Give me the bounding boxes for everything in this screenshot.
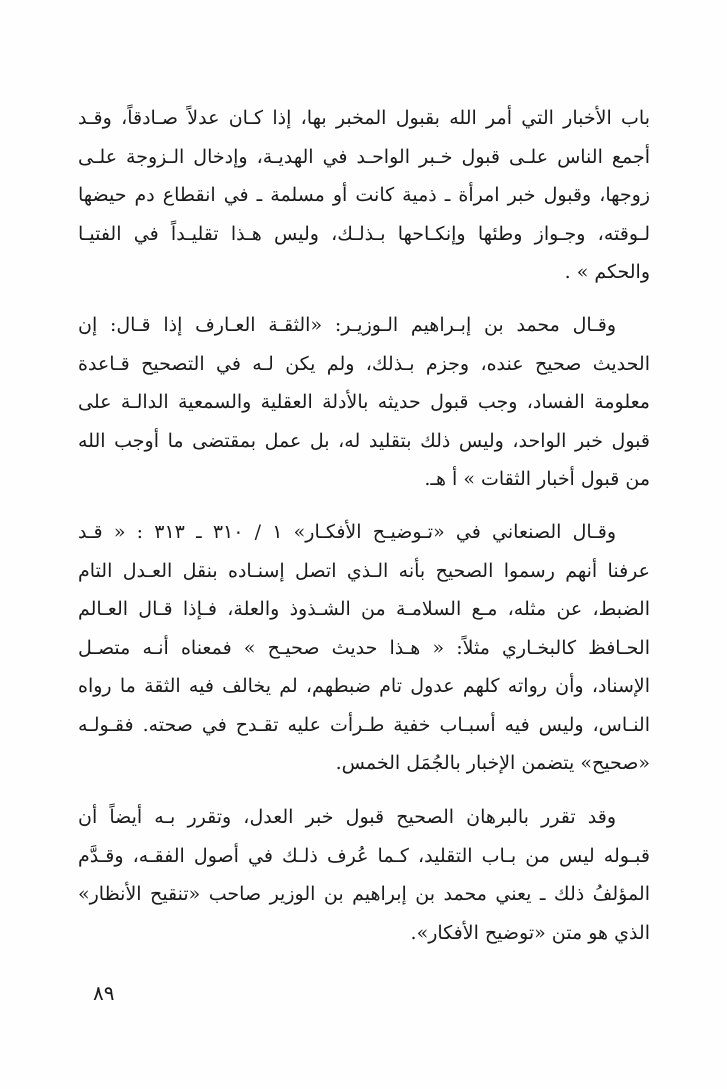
- text-line: زوجها، وقبول خبر امرأة ـ ذمية كانت أو مسلمة ـ في انقطاع دم حيضها: [78, 184, 650, 206]
- text-line: من قبول أخبار الثقات » أ هـ.: [424, 468, 650, 490]
- paragraph-1: [78, 99, 650, 292]
- paragraph-3: [78, 513, 650, 783]
- text-line: عرفنا أنهم رسموا الصحيح بأنه الـذي اتصل إسنـاده بنقل العـدل التام: [78, 559, 650, 582]
- text-line: الإسناد، وأن رواته كلهم عدول تام ضبطهم، لم يخالف فيه الثقة ما رواه: [78, 675, 650, 697]
- text-line: النـاس، وليس فيه أسبـاب خفية طـرأت عليه تقـدح في صحته. فقـولـه: [78, 713, 650, 736]
- page-number: ٨٩: [93, 981, 115, 1005]
- text-line: «صحيح» يتضمن الإخبار بالجُمَل الخمس.: [335, 752, 650, 774]
- text-line: قبول خبر الواحد، وليس ذلك بتقليد له، بل عمل بمقتضى ما أوجب الله: [78, 429, 650, 452]
- text-line: وقـال الصنعاني في «تـوضيـح الأفكـار» ١ / ٣١٠ ـ ٣١٣ : « قـد: [78, 521, 616, 543]
- text-line: وقد تقرر بالبرهان الصحيح قبول خبر العدل، وتقرر بـه أيضاً أن: [78, 806, 616, 828]
- text-line: قبـوله ليس من بـاب التقليد، كـما عُرف ذلـك في أصول الفقـه، وقـدَّم: [78, 844, 650, 867]
- text-line: المؤلفُ ذلك ـ يعني محمد بن إبراهيم بن الوزير صاحب «تنقيح الأنظار»: [78, 883, 650, 905]
- text-line: باب الأخبار التي أمر الله بقبول المخبر بها، إذا كـان عدلاً صـادقاً، وقـد: [78, 107, 650, 129]
- text-line: الذي هو متن «توضيح الأفكار».: [410, 921, 650, 944]
- text-line: الحـافظ كالبخـاري مثلاً: « هـذا حديث صحيـح » فمعناه أنـه متصـل: [78, 636, 650, 659]
- paragraph-4: [78, 798, 650, 952]
- text-line: الضبط، عن مثله، مـع السلامـة من الشـذوذ والعلة، فـإذا قـال العـالم: [78, 598, 650, 620]
- text-line: لـوقته، وجـواز وطئها وإنكـاحها بـذلـك، وليس هـذا تقليـداً في الفتيـا: [78, 222, 650, 245]
- paragraph-2: [78, 306, 650, 499]
- text-line: الحديث صحيح عنده، وجزم بـذلك، ولم يكن لـه في التصحيح قـاعدة: [78, 352, 650, 375]
- text-line: والحكم » .: [564, 261, 650, 283]
- text-line: وقـال محمد بن إبـراهيم الـوزيـر: «الثقـة العـارف إذا قـال: إن: [78, 314, 616, 336]
- text-line: معلومة الفساد، وجب قبول حديثه بالأدلة العقلية والسمعية الدالـة على: [78, 391, 650, 413]
- text-line: أجمع الناس علـى قبول خـبر الواحـد في الهديـة، وإدخال الـزوجة علـى: [78, 145, 650, 168]
